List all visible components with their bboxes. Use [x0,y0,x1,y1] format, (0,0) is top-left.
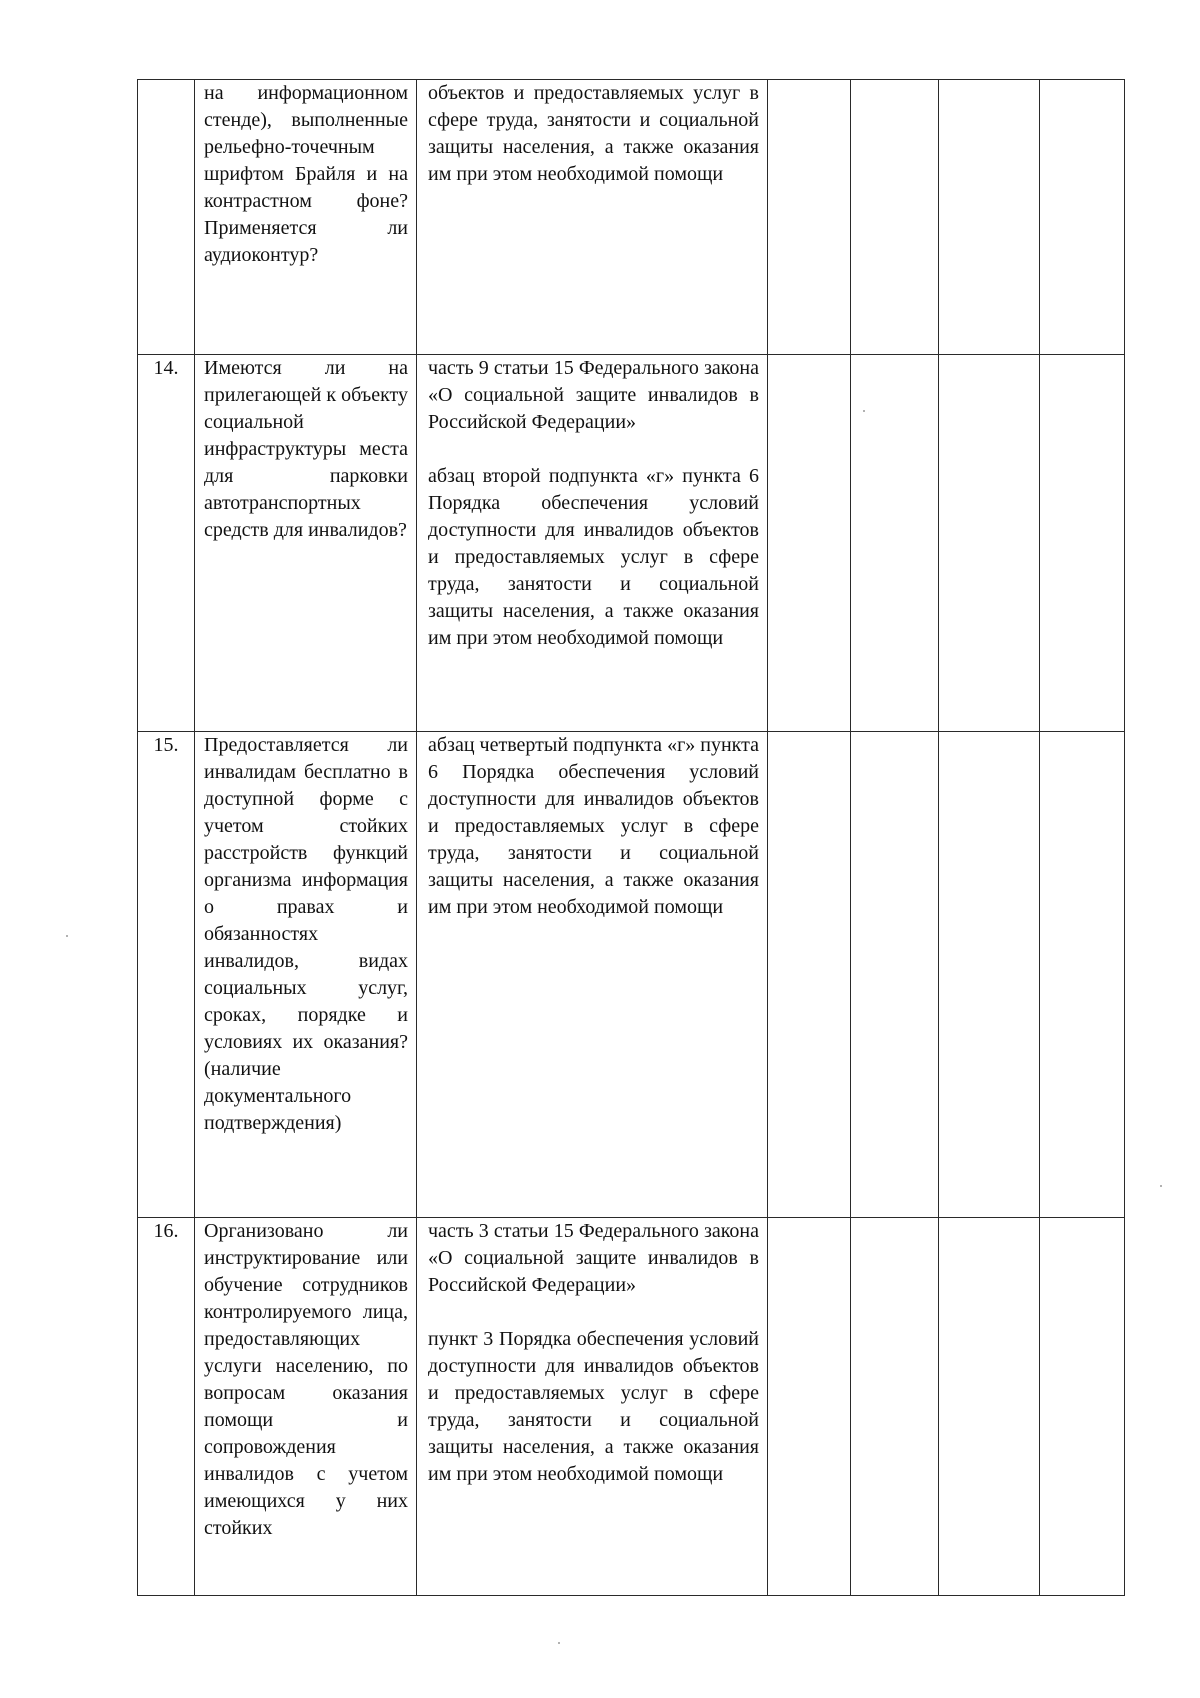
scan-speck [558,1642,560,1644]
legal-basis-cell [417,80,768,355]
note-cell [1040,80,1125,355]
answer-yes-cell [768,1218,851,1596]
answer-na-cell [939,732,1040,1218]
row-number [138,80,195,355]
scan-speck [1160,1185,1162,1187]
legal-basis-paragraph: пункт 3 Порядка обеспечения условий доступности для инвалидов объектов и предоставляемых услуг в сфере труда, занятости и социальной защиты населения, а также оказания им при этом необходимой помощи [428,1328,759,1485]
answer-no-cell [851,732,939,1218]
note-cell [1040,732,1125,1218]
legal-basis-paragraph: абзац четвертый подпункта «г» пункта 6 Порядка обеспечения условий доступности для инвалидов объектов и предоставляемых услуг в сфере труда, занятости и социальной защиты населения, а также оказания им при этом необходимой помощи [428,734,759,918]
answer-yes-cell [768,355,851,732]
checklist-table [137,79,1125,1596]
question-cell: Предоставляется ли инвалидам бесплатно в доступной форме с учетом стойких расстройств функций организма информация о правах и обязанностях инвалидов, видах социальных услуг, сроках, порядке и условиях их оказания? (наличие документального подтверждения) [195,732,417,1218]
answer-yes-cell [768,80,851,355]
scan-speck [863,410,865,412]
answer-no-cell [851,1218,939,1596]
table-body [138,80,1125,1596]
legal-basis-paragraph: часть 9 статьи 15 Федерального закона «О социальной защите инвалидов в Российской Федерации» [428,357,759,433]
note-cell [1040,355,1125,732]
answer-na-cell [939,355,1040,732]
question-cell: на информационном стенде), выполненные рельефно-точечным шрифтом Брайля и на контрастном фоне? Применяется ли аудиоконтур? [195,80,417,355]
row-number: 16. [138,1218,195,1596]
table-row [138,1218,1125,1596]
answer-na-cell [939,80,1040,355]
paragraph-gap [428,1299,759,1326]
legal-basis-paragraph: часть 3 статьи 15 Федерального закона «О социальной защите инвалидов в Российской Федерации» [428,1220,759,1296]
question-cell: Организовано ли инструктирование или обучение сотрудников контролируемого лица, предоставляющих услуги населению, по вопросам оказания помощи и сопровождения инвалидов с учетом имеющихся у них стойких [195,1218,417,1596]
legal-basis-paragraph: абзац второй подпункта «г» пункта 6 Порядка обеспечения условий доступности для инвалидов объектов и предоставляемых услуг в сфере труда, занятости и социальной защиты населения, а также оказания им при этом необходимой помощи [428,465,759,649]
answer-yes-cell [768,732,851,1218]
scan-speck [66,935,68,937]
legal-basis-cell [417,1218,768,1596]
table-row [138,355,1125,732]
answer-no-cell [851,80,939,355]
question-cell: Имеются ли на прилегающей к объекту социальной инфраструктуры места для парковки автотранспортных средств для инвалидов? [195,355,417,732]
paragraph-gap [428,436,759,463]
legal-basis-paragraph: объектов и предоставляемых услуг в сфере труда, занятости и социальной защиты населения, а также оказания им при этом необходимой помощи [428,82,759,185]
legal-basis-cell [417,732,768,1218]
table-row [138,80,1125,355]
note-cell [1040,1218,1125,1596]
table-row [138,732,1125,1218]
answer-na-cell [939,1218,1040,1596]
legal-basis-cell [417,355,768,732]
row-number: 15. [138,732,195,1218]
row-number: 14. [138,355,195,732]
